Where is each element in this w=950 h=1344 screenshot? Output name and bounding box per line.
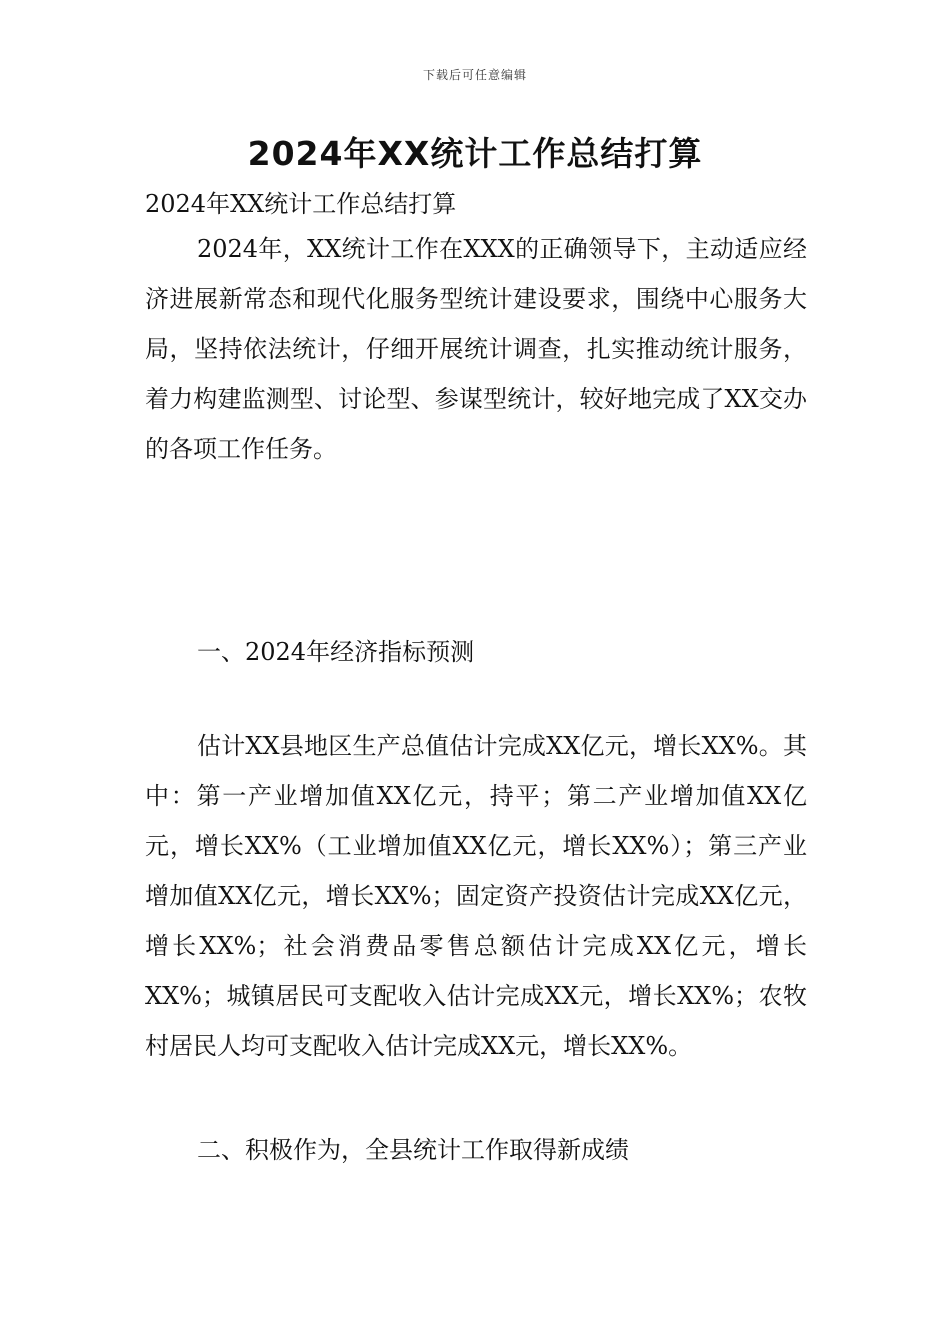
document-subtitle: 2024年XX统计工作总结打算 bbox=[145, 190, 457, 218]
section-heading-2: 二、积极作为，全县统计工作取得新成绩 bbox=[197, 1136, 629, 1164]
document-title: 2024年XX统计工作总结打算 bbox=[247, 134, 703, 173]
intro-paragraph: 2024年，XX统计工作在XXX的正确领导下，主动适应经济进展新常态和现代化服务型统计建设要求，围绕中心服务大局，坚持依法统计，仔细开展统计调查，扎实推动统计服务，着力构建监测型、讨论型、参谋型统计，较好地完成了XX交办的各项工作任务。 bbox=[145, 235, 807, 463]
forecast-paragraph: 估计XX县地区生产总值估计完成XX亿元，增长XX%。其中：第一产业增加值XX亿元，持平；第二产业增加值XX亿元，增长XX%（工业增加值XX亿元，增长XX%）；第三产业增加值XX亿元，增长XX%；固定资产投资估计完成XX亿元，增长XX%；社会消费品零售总额估计完成XX亿元，增长XX%；城镇居民可支配收入估计完成XX元，增长XX%；农牧村居民人均可支配收入估计完成XX元，增长XX%。 bbox=[145, 732, 807, 1060]
section-heading-1: 一、2024年经济指标预测 bbox=[197, 638, 475, 666]
header-note: 下载后可任意编辑 bbox=[422, 68, 527, 82]
